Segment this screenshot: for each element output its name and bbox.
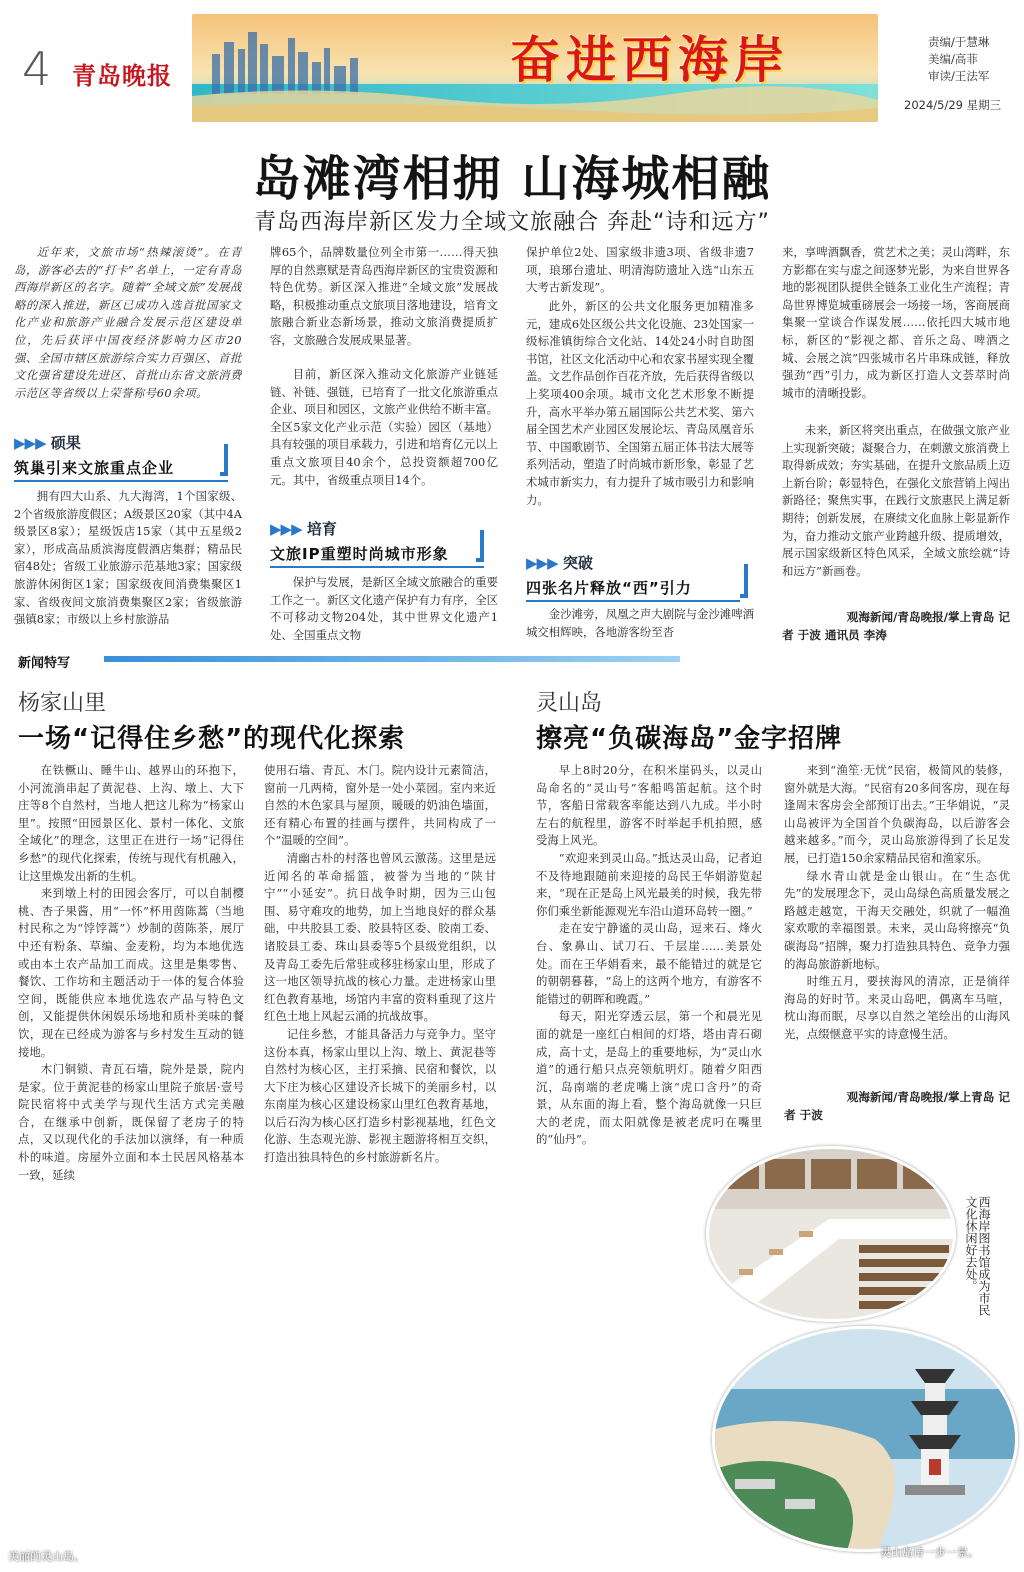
newspaper-name: 青岛晚报 [72, 61, 172, 90]
section-corner [476, 530, 484, 562]
paragraph: 拥有四大山系、九大海湾，1个国家级、2个省级旅游度假区；A级景区20家（其中4A级景区8家）；星级饭店15家（其中五星级2家），形成高品质滨海度假酒店集群；精品民宿48处；省级工业旅游示范基地3家；国家级旅游休闲街区1家；国家级夜间消费集聚区1家、省级夜间文旅消费集聚区2家；省级旅游强镇8家；市级以上乡村旅游品 [14, 489, 242, 627]
paragraph: 在铁橛山、睡牛山、越界山的环抱下，小河流淌串起了黄泥巷、上沟、墩上、大下庄等8个自然村，当地人把这儿称为“杨家山里”。按照“田园景区化、景村一体化、文旅全域化”的理念，这里正在进行一场“记得住乡愁”的现代化探索，传统与现代有机融入，让这里焕发出新的生机。 [18, 763, 244, 883]
article1-byline [810, 608, 1010, 626]
editor-line: 美编/高菲 [928, 52, 978, 66]
caption-pagoda: 灵山岛诗一步一景。 [880, 1546, 979, 1559]
arrow-icon: ▶▶▶ [270, 520, 302, 538]
article1-col2-body [270, 574, 498, 644]
paragraph: 早上8时20分，在积米崖码头，以灵山岛命名的“灵山号”客船鸣笛起航。这个时节，客船日常载客率能达到八九成。半小时左右的航程里，游客不时举起手机拍照，感受海上风光。 [536, 763, 762, 848]
section-heading-breakthrough [526, 552, 740, 602]
article3-col1 [536, 762, 762, 1192]
paragraph: 近年来，文旅市场“热辣滚烫”。在青岛，游客必去的“打卡”名单上，一定有青岛西海岸新区的名字。随着“全域文旅”发展战略的深入推进，新区已成功入选首批国家文化产业和旅游产业融合发展示范区建设单位，先后获评中国夜经济影响力区市20强、全国市辖区旅游综合实力百强区、首批文化强省建设先进区、首批山东省文旅消费示范区等省级以上荣誉称号60余项。 [14, 245, 242, 400]
pagoda-photo [712, 1326, 1018, 1552]
paragraph: 时维五月，要挟海风的清凉，正是徜徉海岛的好时节。来灵山岛吧，偶离车马喧，枕山海而眠，尽享以自然之笔绘出的山海风光，点缀惬意平实的诗意慢生活。 [784, 974, 1010, 1041]
article1-col1-body [14, 488, 242, 644]
section-corner [220, 444, 228, 476]
issue-date: 2024/5/29 星期三 [904, 98, 1002, 112]
paragraph: 来到“渔笙·无忧”民宿，极简风的装修，窗外就是大海。“民宿有20多间客房，现在每逢周末客房会全部预订出去。”王华娟说，“灵山岛被评为全国首个负碳海岛，以后游客会越来越多。”而今，灵山岛旅游得到了长足发展，已打造150余家精品民宿和渔家乐。 [784, 763, 1010, 865]
section-heading-cultivate [270, 518, 484, 568]
section-kicker [14, 432, 228, 453]
article2-col1 [18, 762, 244, 1192]
article1-intro [14, 244, 242, 420]
article3-title: 擦亮“负碳海岛”金字招牌 [536, 724, 843, 754]
subheadline: 青岛西海岸新区发力全域文旅融合 奔赴“诗和远方” [254, 210, 770, 235]
section-kicker-text: 培育 [306, 520, 337, 538]
page-number: 4 [22, 42, 52, 96]
pagoda-illustration [715, 1329, 1018, 1552]
section-title: 文旅IP重塑时尚城市形象 [270, 545, 449, 563]
article2-title: 一场“记得住乡愁”的现代化探索 [18, 724, 406, 754]
editor-line: 审读/王法军 [928, 69, 990, 83]
main-headline: 岛滩湾相拥 山海城相融 [252, 151, 772, 207]
editor-line: 责编/于慧琳 [928, 35, 990, 49]
arrow-icon: ▶▶▶ [526, 554, 558, 572]
section-title: 四张名片释放“西”引力 [526, 579, 692, 597]
paragraph: 来到墩上村的田园会客厅，可以自制樱桃、杏子果酱，用“一怀”杯用茵陈蒿（当地村民称之为“饽饽蒿”）炒制的茵陈茶，展厅中还有粉条、草编、金麦粉，均为本地优选或由本土农产品加工而成。这里是集零售、餐饮、工作坊和主题活动于一体的复合体验空间，既能供应本地优选农产品与特色文创，又能提供休闲娱乐场地和质朴美味的餐饮，现在已经成为游客与乡村发生互动的链接地。 [18, 886, 244, 1059]
paragraph: 保护与发展，是新区全域文旅融合的重要工作之一。新区文化遗产保护有力有序，全区不可移动文物204处，其中世界文化遗产1处、全国重点文物 [270, 575, 498, 642]
article1-col2-top [270, 244, 498, 364]
paragraph: 牌65个，品牌数量位列全市第一……得天独厚的自然禀赋是青岛西海岸新区的宝贵资源和特色优势。新区深入推进“全域文旅”发展战略，积极推动重点文旅项目落地建设，培育文旅融合新业态新场景，推动文旅消费提质扩容，文旅融合发展成果显著。 [270, 245, 498, 347]
paragraph: 使用石墙、青瓦、木门。院内设计元素简洁，窗前一几两椅，窗外是一处小菜园。室内来近自然的木色家具与屋顶，暖暖的奶油色墙面，还有精心布置的挂画与摆件，共同构成了一个“温暖的空间”。 [264, 763, 496, 848]
paragraph: 未来，新区将突出重点，在做强文旅产业上实现新突破；凝聚合力，在刺激文旅消费上取得新成效；夯实基础，在提升文旅品质上迈上新台阶；彰显特色，在强化文旅营销上闯出新路径；聚焦实事，在践行文旅惠民上满足新期待；创新发展，在赓续文化血脉上彰显新作为，奋力推动文旅产业跨越升级、提质增效，展示国家级新区特色风采，全域文旅绘就“诗和远方”新画卷。 [782, 423, 1010, 578]
article2-kicker: 杨家山里 [18, 691, 107, 716]
section-underline [270, 566, 484, 568]
arrow-icon: ▶▶▶ [14, 434, 46, 452]
section-kicker-text: 硕果 [50, 434, 81, 452]
caption-library: 西海岸图书馆成为市民文化休闲好去处。 [964, 1196, 991, 1316]
paragraph: 来，享啤酒飘香，赏艺术之美；灵山湾畔，东方影都在实与虚之间逐梦光影，为来自世界各地的影视团队提供全链条工业化生产流程；青岛世界博览城重磅展会一场接一场，客商展商集聚一堂谈合作谋发展……依托四大城市地标，新区的“影视之都、音乐之岛、啤酒之城、会展之滨”四张城市名片串珠成链，释放强劲“西”引力，成为新区打造人文荟萃时尚城市的清晰投影。 [782, 245, 1010, 400]
paragraph: 此外，新区的公共文化服务更加精准多元，建成6处区级公共文化设施、23处国家一级标准镇街综合文化站、14处24小时自助图书馆，社区文化活动中心和农家书屋实现全覆盖。文艺作品创作百花齐放，先后获得省级以上奖项400余项。城市文化艺术形象不断提升，高水平举办第五届国际公共艺术奖、第六届全国艺术产业园区发展论坛、青岛凤凰音乐节、中国歌剧节、全国第五届正体书法大展等系列活动，塑造了时尚城市新形象，彰显了艺术城市新实力，有力提升了城市吸引力和影响力。 [526, 299, 754, 507]
paragraph: 清幽古朴的村落也曾风云激荡。这里是远近闻名的革命摇篮，被誉为当地的“陕甘宁”“小延安”。抗日战争时期，因为三山包围、易守难攻的地势，加上当地良好的群众基础，中共胶县工委、胶县特区委、胶南工委、诸胶县工委、珠山县委等5个县级党组织，以及青岛工委先后常驻或移驻杨家山里，形成了这一地区领导抗战的核心力量。走进杨家山里红色教育基地，场馆内丰富的资料重现了这片红色土地上风起云涌的抗战故事。 [264, 850, 496, 1024]
section-kicker [526, 552, 740, 573]
section-corner [740, 564, 748, 598]
section-underline [526, 600, 740, 602]
article3-byline-2 [784, 1106, 1010, 1124]
feature-section-bar [104, 656, 680, 662]
section-kicker [270, 518, 484, 539]
paragraph: 走在安宁静谧的灵山岛，逗来石、烽火台、象鼻山、试刀石、千层崖……美景处处。而在王华娟看来，最不能错过的就是它的朝朝暮暮，“岛上的这两个地方，有游客不能错过的朝晖和晚霞。” [536, 921, 762, 1006]
article1-col2-mid [270, 366, 498, 506]
section-kicker-text: 突破 [562, 554, 593, 572]
article1-col3-top [526, 244, 754, 298]
byline-line: 者 于波 通讯员 李涛 [782, 628, 887, 642]
article3-byline [810, 1088, 1010, 1106]
paragraph: “欢迎来到灵山岛。”抵达灵山岛，记者迫不及待地跟随前来迎接的岛民王华娟游览起来，“现在正是岛上风光最美的时候，我先带你们乘坐新能源观光车沿山道环岛转一圈。” [536, 850, 762, 918]
banner-title: 奋进西海岸 [510, 30, 790, 89]
paragraph: 记住乡愁，才能具备活力与竞争力。坚守这份本真，杨家山里以上沟、墩上、黄泥巷等自然村为核心区，主打采摘、民宿和餐饮，以大下庄为核心区建设齐长城下的美丽乡村，以东南崖为核心区建设杨家山里红色教育基地，以后石沟为核心区打造乡村影视基地，红色文化游、生态观光游、影视主题游将相互交织，打造出独具特色的乡村旅游新名片。 [264, 1026, 496, 1165]
paragraph: 保护单位2处、国家级非遗3项、省级非遗7项，琅琊台遗址、明清海防遗址入选“山东五大考古新发现”。 [526, 245, 754, 295]
library-photo [706, 1146, 956, 1322]
caption-island: 美丽的灵山岛。 [8, 1550, 85, 1563]
paragraph: 木门铜锁、青瓦石墙，院外是景，院内是家。位于黄泥巷的杨家山里院子旅居·壹号院民宿将中式美学与现代生活方式完美融合，在继承中创新，既保留了老房子的特点，又以现代化的手法加以演绎，有一种质朴的味道。房屋外立面和本土民居风格基本一致，延续 [18, 1062, 244, 1182]
byline-line: 者 于波 [784, 1108, 823, 1122]
article1-byline-2 [782, 626, 1010, 644]
article3-kicker: 灵山岛 [536, 691, 603, 716]
paragraph: 目前，新区深入推动文化旅游产业链延链、补链、强链，已培育了一批文化旅游重点企业、项目和园区，文旅产业供给不断丰富。全区5家文化产业示范（实验）园区（基地）具有较强的项目承载力，引进和培育亿元以上重点文旅项目40余个，总投资额超700亿元。其中，省级重点项目14个。 [270, 367, 498, 487]
section-heading-harvest [14, 432, 228, 482]
article1-col4-b [782, 422, 1010, 610]
article2-col2 [264, 762, 496, 1192]
paragraph: 绿水青山就是金山银山。在“生态优先”的发展理念下，灵山岛绿色高质量发展之路越走越宽，干海天交融处，织就了一幅渔家欢歌的幸福图景。未来，灵山岛将擦亮“负碳海岛”招牌，聚力打造独具特色、竞争力强的海岛旅游新地标。 [784, 868, 1010, 971]
section-underline [14, 480, 228, 482]
article1-col3-mid [526, 298, 754, 538]
section-title: 筑巢引来文旅重点企业 [14, 459, 175, 477]
article1-col3-body [526, 606, 754, 644]
article3-col2 [784, 762, 1010, 1090]
editor-credits [928, 34, 989, 85]
paragraph: 每天，阳光穿透云层，第一个和晨光见面的就是一座红白相间的灯塔，塔由青石砌成，高十丈，是岛上的重要地标，为“灵山水道”的通行船只点亮领航明灯。随着夕阳西沉，岛南端的老虎嘴上演“虎口含丹”的奇景，从东面的海上看，整个海岛就像一只巨大的老虎，而太阳就像是被老虎叼在嘴里的“仙丹”。 [536, 1009, 762, 1147]
byline-line: 观海新闻/青岛晚报/掌上青岛 记 [846, 1090, 1010, 1104]
feature-section-label: 新闻特写 [18, 656, 71, 671]
library-illustration [709, 1149, 956, 1322]
paragraph: 金沙滩旁，凤凰之声大剧院与金沙滩啤酒城交相辉映，各地游客纷至沓 [526, 607, 754, 639]
article1-col4-a [782, 244, 1010, 420]
byline-line: 观海新闻/青岛晚报/掌上青岛 记 [846, 610, 1010, 624]
